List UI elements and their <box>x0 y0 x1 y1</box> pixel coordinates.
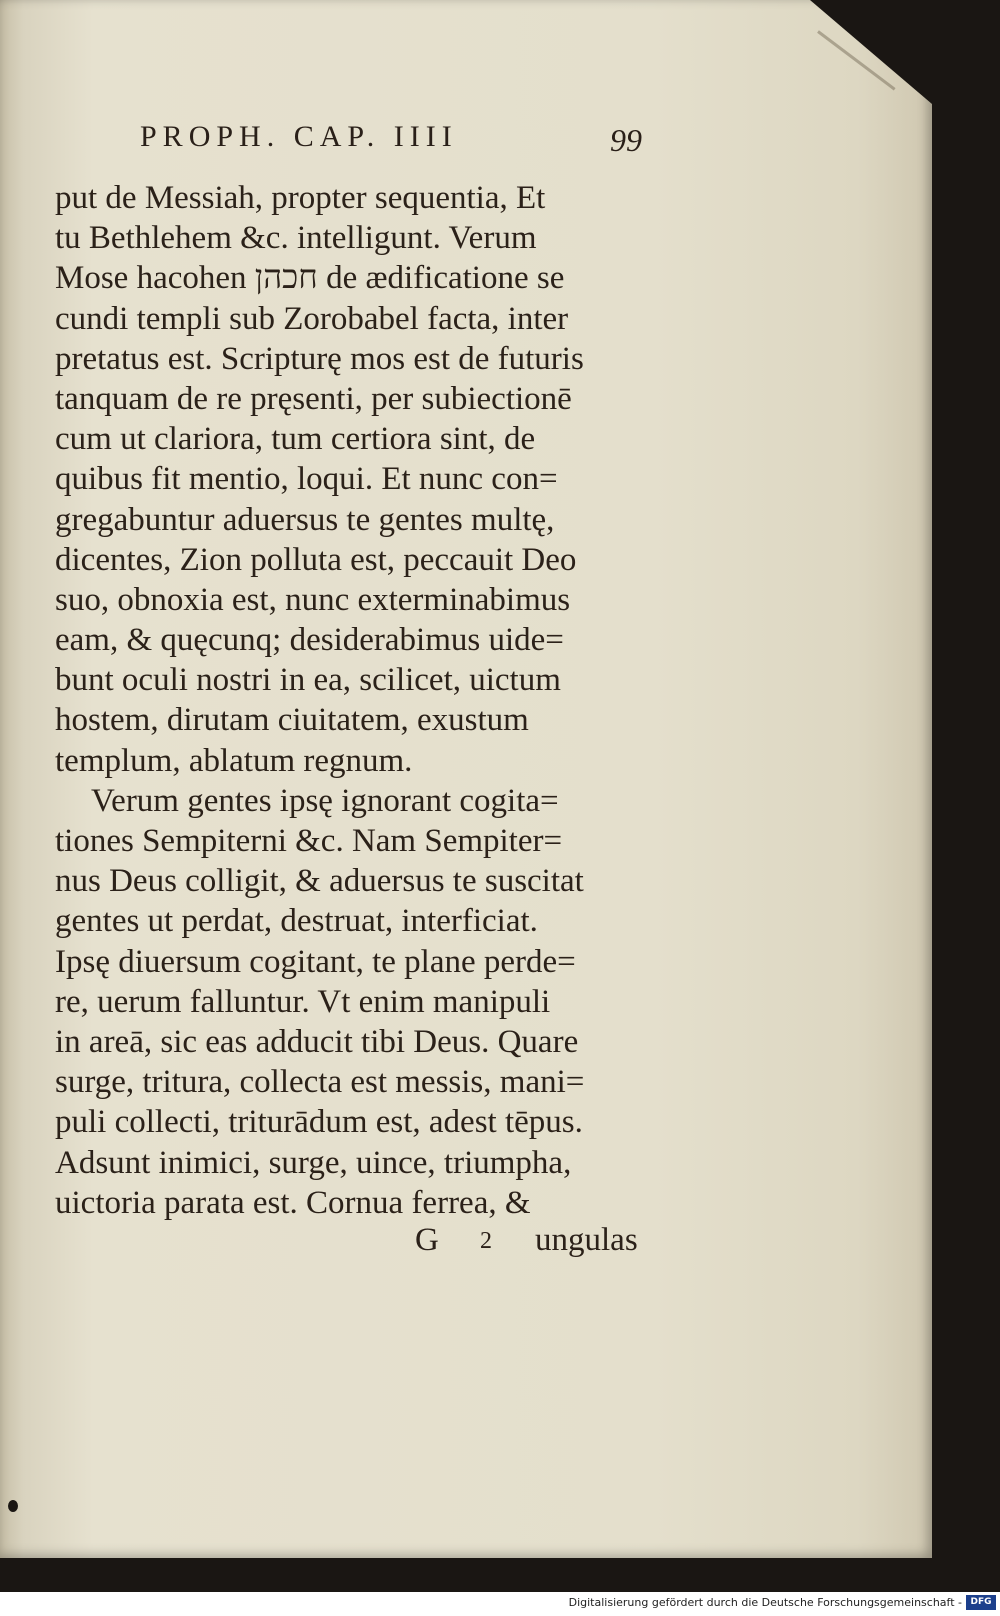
text-line: cum ut clariora, tum certiora sint, de <box>55 421 536 458</box>
text-line: in areā, sic eas adducit tibi Deus. Quare <box>55 1023 579 1060</box>
text-line: templum, ablatum regnum. <box>55 742 413 779</box>
running-head <box>140 120 650 164</box>
text-line: pretatus est. Scripturę mos est de futuris <box>55 340 584 377</box>
text-line: suo, obnoxia est, nunc exterminabimus <box>55 581 571 618</box>
signature-mark: G <box>415 1222 439 1258</box>
text-line: gregabuntur aduersus te gentes multę, <box>55 501 555 538</box>
text-line: eam, & quęcunq; desiderabimus uide= <box>55 622 564 659</box>
text-line: tanquam de re pręsenti, per subiectionē <box>55 380 572 417</box>
footer-credit-text: Digitalisierung gefördert durch die Deutsche Forschungsgemeinschaft - <box>568 1596 962 1609</box>
running-head-title: PROPH. CAP. IIII <box>140 120 458 153</box>
folded-corner <box>810 0 932 104</box>
text-line: cundi templi sub Zorobabel facta, inter <box>55 300 569 337</box>
paragraph-start-line: Verum gentes ipsę ignorant cogita= <box>91 782 559 819</box>
digitization-footer <box>0 1592 1000 1616</box>
text-line: puli collecti, triturādum est, adest tēpus. <box>55 1104 583 1141</box>
margin-ink-spot <box>8 1500 18 1512</box>
text-line: dicentes, Zion polluta est, peccauit Deo <box>55 541 577 578</box>
page-number: 99 <box>610 122 642 158</box>
text-line: quibus fit mentio, loqui. Et nunc con= <box>55 461 558 498</box>
dfg-logo: DFG <box>966 1595 996 1610</box>
text-line: Ipsę diuersum cogitant, te plane perde= <box>55 943 576 980</box>
text-line: uictoria parata est. Cornua ferrea, & <box>55 1184 531 1221</box>
text-line: surge, tritura, collecta est messis, mani= <box>55 1064 585 1101</box>
text-line: gentes ut perdat, destruat, interficiat. <box>55 903 538 940</box>
text-line: nus Deus colligit, & aduersus te suscitat <box>55 863 584 900</box>
catchline <box>55 1222 665 1266</box>
text-line: tu Bethlehem &c. intelligunt. Verum <box>55 220 537 257</box>
signature-number: 2 <box>480 1228 492 1254</box>
text-line: hostem, dirutam ciuitatem, exustum <box>55 702 529 739</box>
body-text <box>55 178 665 1223</box>
catchword: ungulas <box>535 1222 638 1258</box>
text-line: tiones Sempiterni &c. Nam Sempiter= <box>55 823 563 859</box>
text-line: Adsunt inimici, surge, uince, triumpha, <box>55 1144 572 1181</box>
text-line: bunt oculi nostri in ea, scilicet, uictum <box>55 662 561 699</box>
text-line: re, uerum falluntur. Vt enim manipuli <box>55 983 551 1020</box>
text-line: put de Messiah, propter sequentia, Et <box>55 180 546 216</box>
text-line: Mose hacohen חכהן de ædificatione se <box>55 260 565 297</box>
